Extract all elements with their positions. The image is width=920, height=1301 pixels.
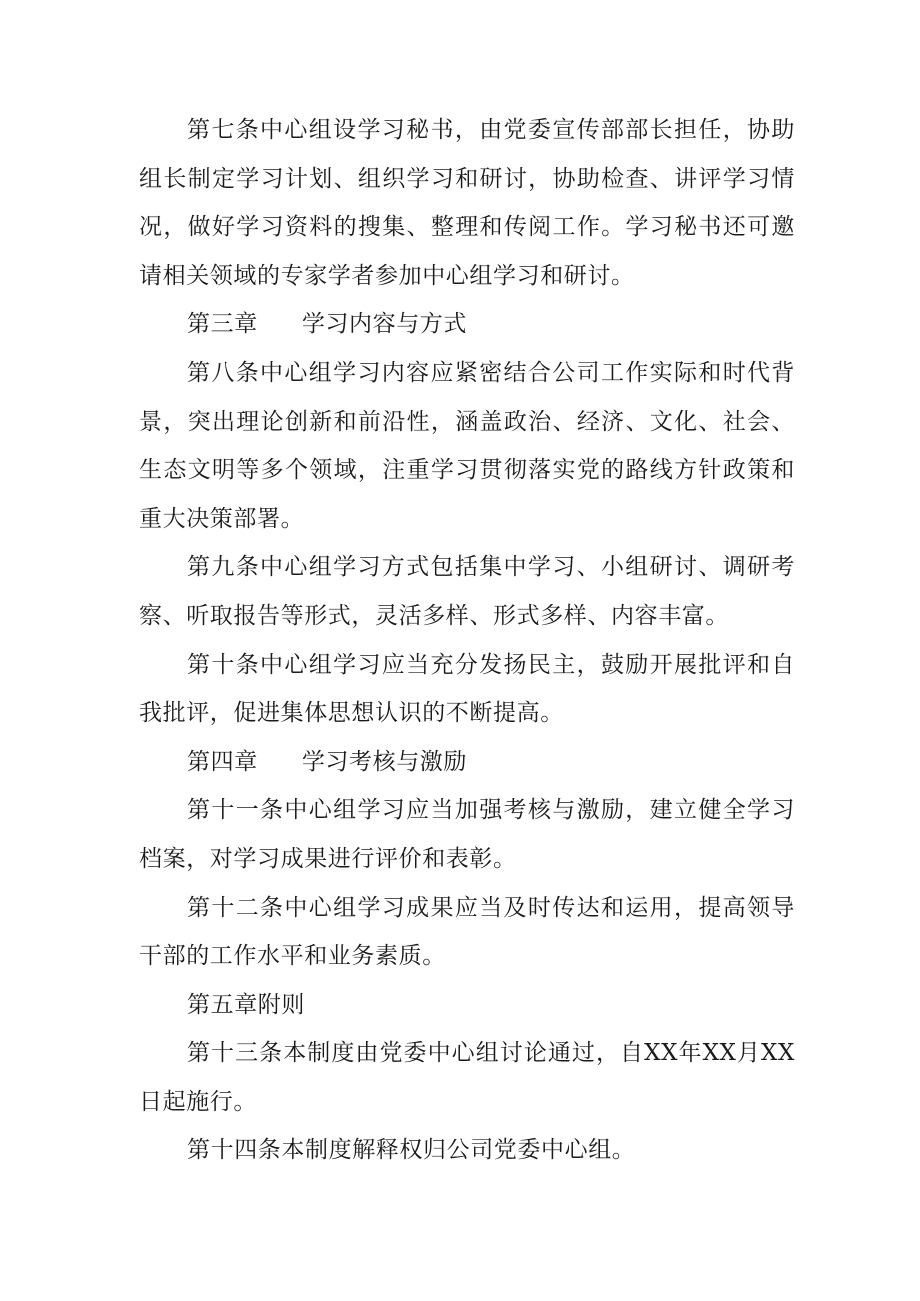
chapter-number: 第三章	[187, 311, 258, 338]
article-10: 第十条中心组学习应当充分发扬民主，鼓励开展批评和自我批评，促进集体思想认识的不断提高。	[139, 651, 795, 727]
chapter-title: 学习内容与方式	[301, 311, 468, 338]
article-12: 第十二条中心组学习成果应当及时传达和运用，提高领导干部的工作水平和业务素质。	[139, 894, 795, 970]
document-body	[139, 106, 795, 1175]
article-9: 第九条中心组学习方式包括集中学习、小组研讨、调研考察、听取报告等形式，灵活多样、形式多样、内容丰富。	[139, 554, 795, 629]
article-11: 第十一条中心组学习应当加强考核与激励，建立健全学习档案，对学习成果进行评价和表彰。	[139, 797, 795, 872]
chapter-number: 第四章	[187, 748, 258, 775]
chapter-title: 学习考核与激励	[301, 748, 468, 775]
chapter-3-heading	[139, 300, 795, 349]
article-14: 第十四条本制度解释权归公司党委中心组。	[187, 1137, 636, 1164]
article-13: 第十三条本制度由党委中心组讨论通过，自XX年XX月XX日起施行。	[139, 1040, 795, 1115]
article-8: 第八条中心组学习内容应紧密结合公司工作实际和时代背景，突出理论创新和前沿性，涵盖政治、经济、文化、社会、生态文明等多个领域，注重学习贯彻落实党的路线方针政策和重大决策部署。	[139, 359, 795, 532]
chapter-number: 第五章附则	[187, 991, 305, 1018]
article-7: 第七条中心组设学习秘书，由党委宣传部部长担任，协助组长制定学习计划、组织学习和研讨，协助检查、讲评学习情况，做好学习资料的搜集、整理和传阅工作。学习秘书还可邀请相关领域的专家学者参加中心组学习和研讨。	[139, 117, 795, 289]
chapter-5-heading	[139, 981, 795, 1030]
chapter-4-heading	[139, 738, 795, 787]
